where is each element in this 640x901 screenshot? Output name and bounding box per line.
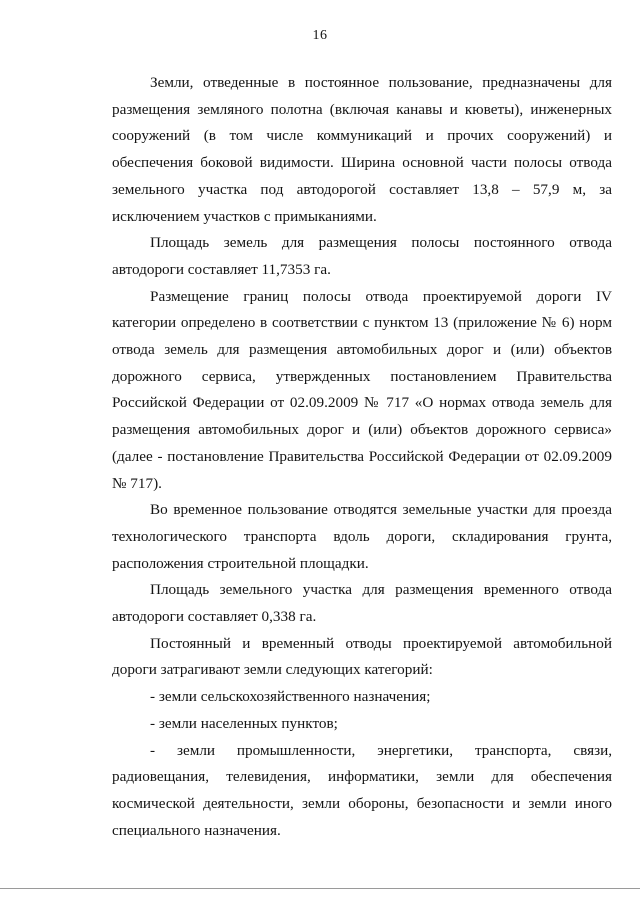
document-body <box>112 70 612 844</box>
list-item: - земли промышленности, энергетики, транспорта, связи, радиовещания, телевидения, информатики, земли для обеспечения космической деятельности, земли обороны, безопасности и земли иного специального назначения. <box>112 741 612 839</box>
page-number: 16 <box>312 28 328 43</box>
list-item: - земли сельскохозяйственного назначения; <box>150 688 431 706</box>
paragraph: Размещение границ полосы отвода проектируемой дороги IV категории определено в соответствии с пунктом 13 (приложение № 6) норм отвода земель для размещения автомобильных дорог и (или) объектов дорожного сервиса, утвержденных постановлением Правительства Российской Федерации от 02.09.2009 № 717 «О нормах отвода земель для размещения автомобильных дорог и (или) объектов дорожного сервиса» (далее - постановление Правительства Российской Федерации от 02.09.2009 № 717). <box>112 287 612 492</box>
paragraph: Площадь земель для размещения полосы постоянного отвода автодороги составляет 11,7353 га. <box>112 234 612 278</box>
paragraph: Земли, отведенные в постоянное пользование, предназначены для размещения земляного полотна (включая канавы и кюветы), инженерных сооружений (в том числе коммуникаций и прочих сооружений) и обеспечения боковой видимости. Ширина основной части полосы отвода земельного участка под автодорогой составляет 13,8 – 57,9 м, за исключением участков с примыканиями. <box>112 74 612 225</box>
paragraph: Постоянный и временный отводы проектируемой автомобильной дороги затрагивают земли следующих категорий: <box>112 634 612 679</box>
paragraph: Во временное пользование отводятся земельные участки для проезда технологического транспорта вдоль дороги, складирования грунта, расположения строительной площадки. <box>112 501 612 572</box>
paragraph: Площадь земельного участка для размещения временного отвода автодороги составляет 0,338 га. <box>112 581 612 626</box>
list-item: - земли населенных пунктов; <box>150 714 338 732</box>
page-bottom-rule <box>0 888 640 889</box>
